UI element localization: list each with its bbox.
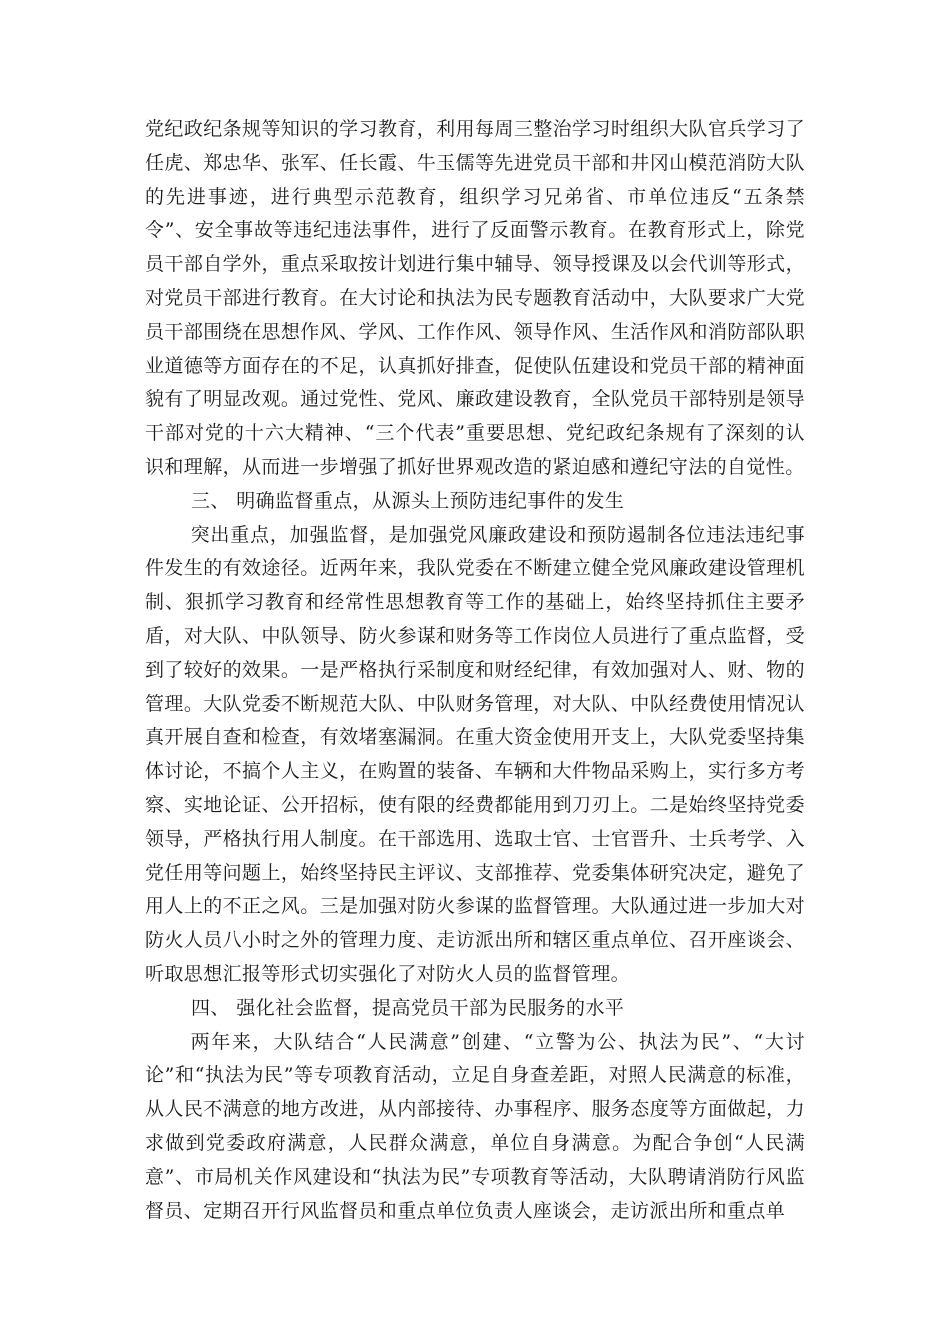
document-body — [145, 113, 805, 1228]
section-heading-three: 三、 明确监督重点，从源头上预防违纪事件的发生 — [191, 489, 625, 512]
section-heading-four: 四、 强化社会监督，提高党员干部为民服务的水平 — [191, 996, 625, 1019]
body-paragraph-supervision: 突出重点，加强监督，是加强党风廉政建设和预防遏制各位违法违纪事件发生的有效途径。近两年来，我队党委在不断建立健全党风廉政建设管理机制、狠抓学习教育和经常性思想教育等工作的基础上，始终坚持抓住主要矛盾，对大队、中队领导、防火参谋和财务等工作岗位人员进行了重点监督，受到了较好的效果。一是严格执行采制度和财经纪律，有效加强对人、财、物的管理。大队党委不断规范大队、中队财务管理，对大队、中队经费使用情况认真开展自查和检查，有效堵塞漏洞。在重大资金使用开支上，大队党委坚持集体讨论，不搞个人主义，在购置的装备、车辆和大件物品采购上，实行多方考察、实地论证、公开招标，使有限的经费都能用到刀刃上。二是始终坚持党委领导，严格执行用人制度。在干部选用、选取士官、士官晋升、士兵考学、入党任用等问题上，始终坚持民主评议、支部推荐、党委集体研究决定，避免了用人上的不正之风。三是加强对防火参谋的监督管理。大队通过进一步加大对防火人员八小时之外的管理力度、走访派出所和辖区重点单位、召开座谈会、听取思想汇报等形式切实强化了对防火人员的监督管理。 — [145, 523, 805, 985]
body-paragraph-continued: 党纪政纪条规等知识的学习教育，利用每周三整治学习时组织大队官兵学习了任虎、郑忠华、张军、任长霞、牛玉儒等先进党员干部和井冈山模范消防大队的先进事迹，进行典型示范教育，组织学习兄弟省、市单位违反“五条禁令”、安全事故等违纪违法事件，进行了反面警示教育。在教育形式上，除党员干部自学外，重点采取按计划进行集中辅导、领导授课及以会代训等形式，对党员干部进行教育。在大讨论和执法为民专题教育活动中，大队要求广大党员干部围绕在思想作风、学风、工作作风、领导作风、生活作风和消防部队职业道德等方面存在的不足，认真抓好排查，促使队伍建设和党员干部的精神面貌有了明显改观。通过党性、党风、廉政建设教育，全队党员干部特别是领导干部对党的十六大精神、“三个代表”重要思想、党纪政纪条规有了深刻的认识和理解，从而进一步增强了抓好世界观改造的紧迫感和遵纪守法的自觉性。 — [145, 118, 805, 478]
body-paragraph-social-supervision: 两年来，大队结合“人民满意”创建、“立警为公、执法为民”、“大讨论”和“执法为民”等专项教育活动，立足自身查差距，对照人民满意的标准，从人民不满意的地方改进，从内部接待、办事程序、服务态度等方面做起，力求做到党委政府满意，人民群众满意，单位自身满意。为配合争创“人民满意”、市局机关作风建设和“执法为民”专项教育等活动，大队聘请消防行风监督员、定期召开行风监督员和重点单位负责人座谈会，走访派出所和重点单 — [145, 1030, 805, 1222]
